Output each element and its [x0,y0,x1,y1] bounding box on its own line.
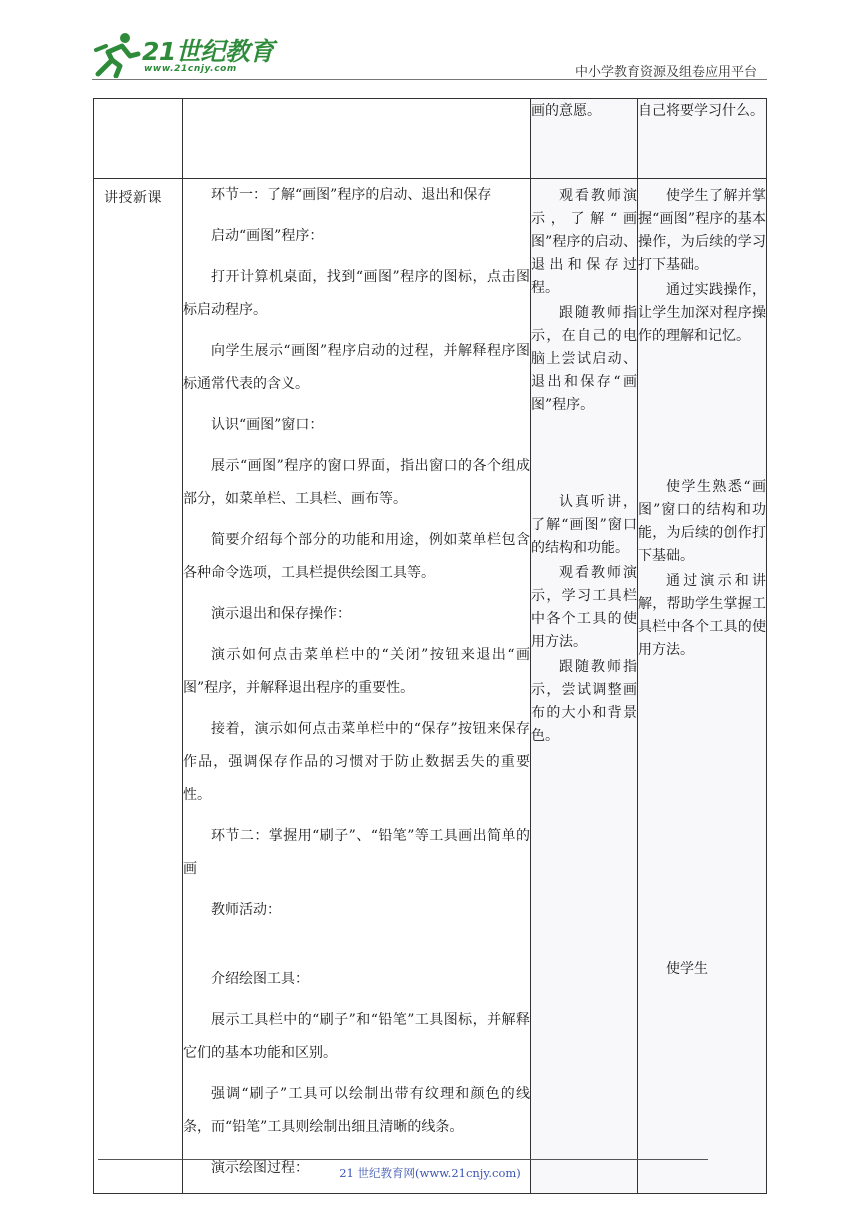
teacher-cell-empty [183,99,531,179]
teacher-activity-cell [183,179,531,1194]
teacher-paragraph: 演示退出和保存操作： [211,606,351,622]
purpose-text-top: 自己将要学习什么。 [638,103,764,119]
student-paragraph: 观看教师演示，学习工具栏中各个工具的使用方法。 [531,565,637,650]
site-logo [92,30,274,78]
stage-cell [94,179,183,1194]
footer-text: 21 世纪教育网(www.21cnjy.com) [339,1166,521,1180]
blank-gap [531,419,637,491]
student-paragraph: 跟随教师指示，在自己的电脑上尝试启动、退出和保存“画图”程序。 [531,305,637,413]
purpose-paragraph: 使学生熟悉“画图”窗口的结构和功能，为后续的创作打下基础。 [638,479,766,564]
teacher-paragraph: 演示如何点击菜单栏中的“关闭”按钮来退出“画图”程序，并解释退出程序的重要性。 [183,647,530,696]
teacher-paragraph: 启动“画图”程序： [211,228,324,244]
teacher-paragraph: 打开计算机桌面，找到“画图”程序的图标，点击图标启动程序。 [183,269,530,318]
teacher-paragraph: 接着，演示如何点击菜单栏中的“保存”按钮来保存作品，强调保存作品的习惯对于防止数据丢失的重要性。 [183,721,530,803]
teacher-paragraph: 教师活动： [211,902,281,918]
teacher-paragraph: 展示工具栏中的“刷子”和“铅笔”工具图标，并解释它们的基本功能和区别。 [183,1012,530,1061]
teacher-paragraph: 介绍绘图工具： [211,971,309,987]
teacher-paragraph: 环节一：了解“画图”程序的启动、退出和保存 [211,187,492,203]
purpose-paragraph: 使学生了解并掌握“画图”程序的基本操作，为后续的学习打下基础。 [638,188,766,273]
purpose-paragraph: 通过演示和讲解，帮助学生掌握工具栏中各个工具的使用方法。 [638,573,766,658]
design-purpose-cell [638,179,767,1194]
student-cell-top [531,99,638,179]
table-row-continued [94,99,767,179]
student-paragraph: 跟随教师指示，尝试调整画布的大小和背景色。 [531,659,637,744]
student-paragraph: 观看教师演示，了解“画图”程序的启动、退出和保存过程。 [531,188,637,296]
student-activity-cell [531,179,638,1194]
teacher-paragraph: 向学生展示“画图”程序启动的过程，并解释程序图标通常代表的含义。 [183,343,530,392]
platform-name: 中小学教育资源及组卷应用平台 [574,65,757,80]
header-divider [92,79,767,80]
table-row-new-lesson [94,179,767,1194]
teacher-paragraph: 强调“刷子”工具可以绘制出带有纹理和颜色的线条，而“铅笔”工具则绘制出细且清晰的线条。 [183,1086,530,1135]
teacher-paragraph: 认识“画图”窗口： [211,417,324,433]
blank-line [183,935,530,963]
blank-gap [638,350,766,476]
logo-url: www.21cnjy.com [144,64,237,74]
student-text-top: 画的意愿。 [531,103,601,119]
running-figure-icon [92,30,144,78]
lesson-plan-table [93,98,767,1194]
purpose-paragraph: 通过实践操作，让学生加深对程序操作的理解和记忆。 [638,282,766,344]
teacher-paragraph: 简要介绍每个部分的功能和用途，例如菜单栏包含各种命令选项，工具栏提供绘图工具等。 [183,532,530,581]
teacher-paragraph: 环节二：掌握用“刷子”、“铅笔”等工具画出简单的画 [183,828,530,877]
teacher-paragraph: 展示“画图”程序的窗口界面，指出窗口的各个组成部分，如菜单栏、工具栏、画布等。 [183,458,530,507]
footer-divider [98,1159,708,1160]
stage-label: 讲授新课 [104,190,162,206]
logo-text: 21世纪教育 [142,37,274,66]
stage-cell-empty [94,99,183,179]
student-paragraph: 认真听讲，了解“画图”窗口的结构和功能。 [531,494,637,556]
purpose-paragraph: 使学生 [666,961,708,977]
purpose-cell-top [638,99,767,179]
teacher-paragraph: 演示绘图过程： [211,1160,309,1176]
